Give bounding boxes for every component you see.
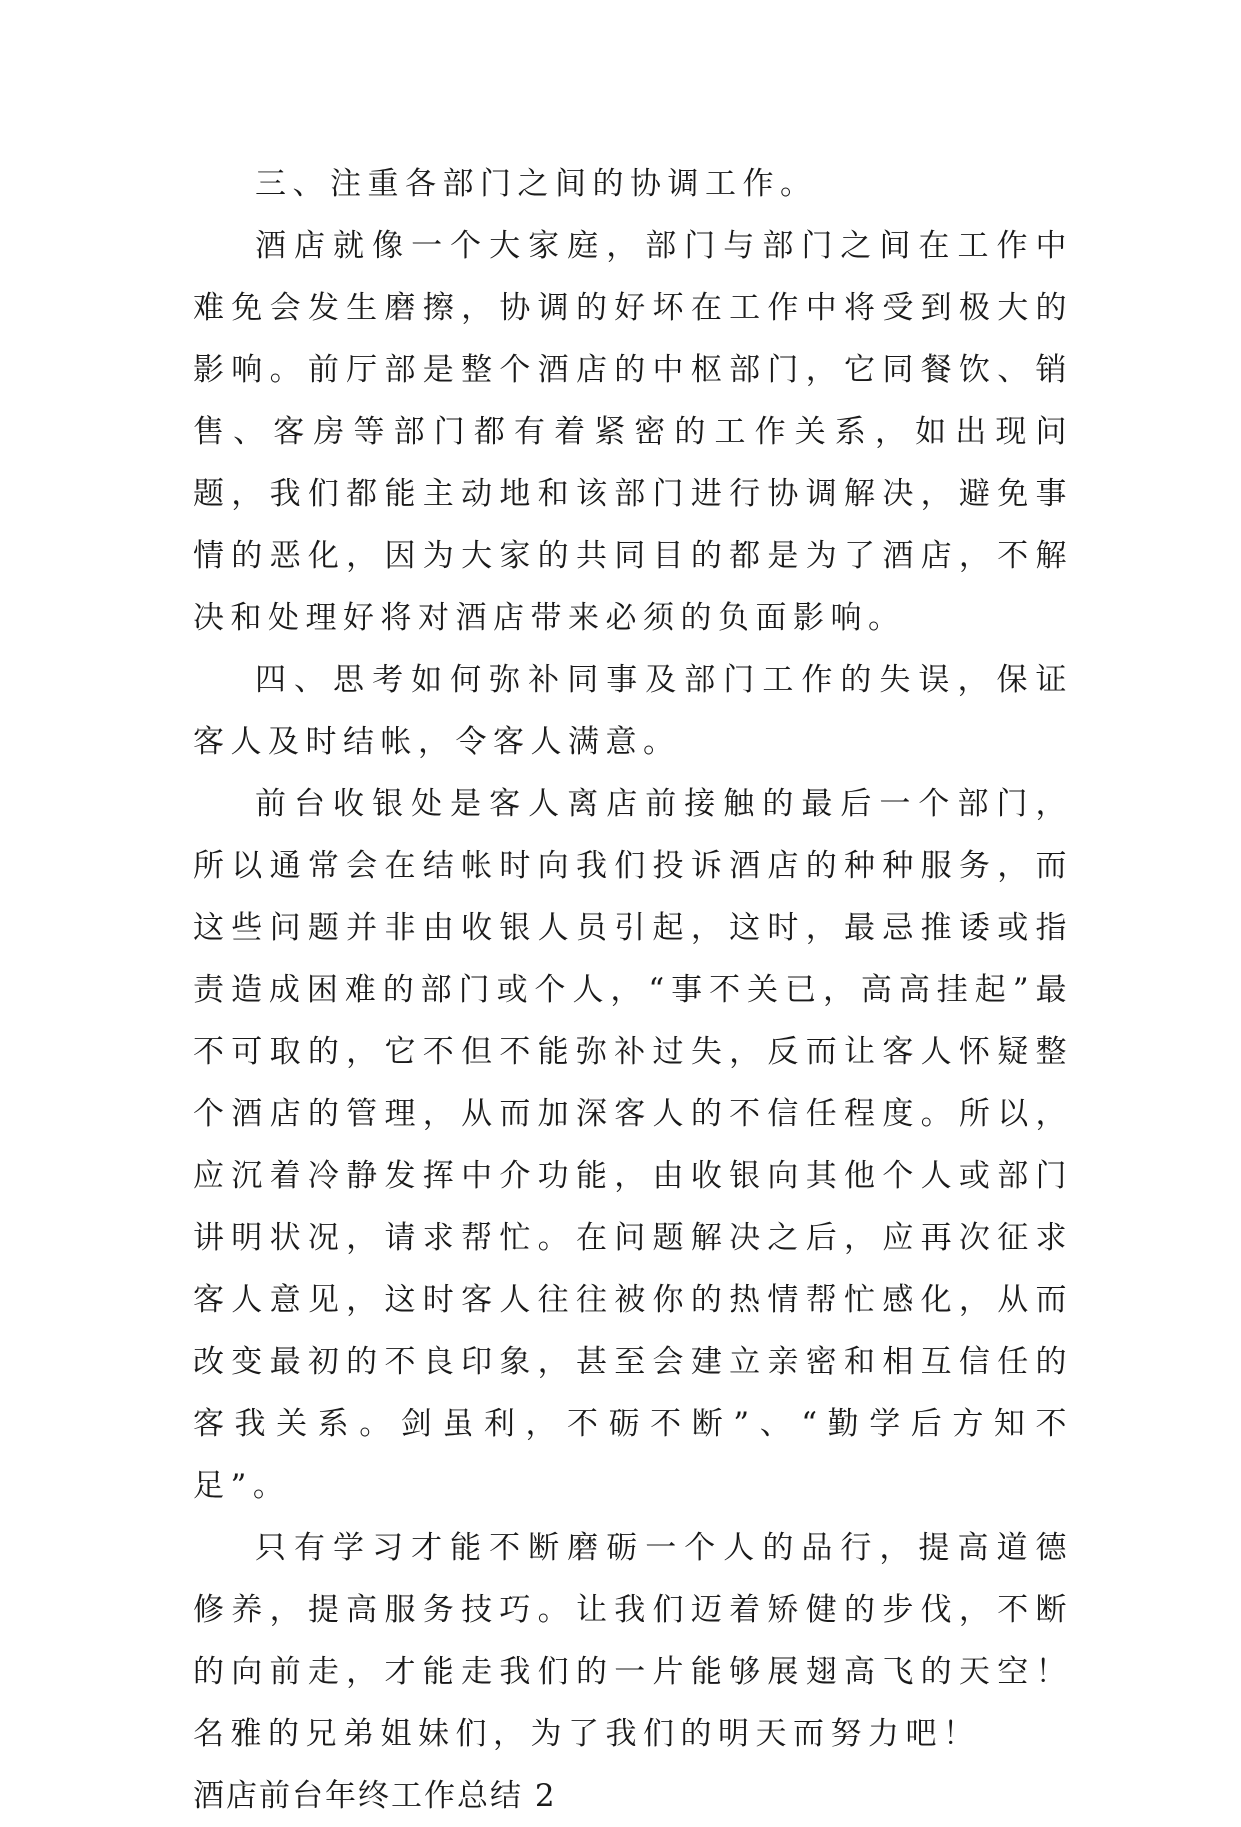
paragraph-section-three-heading: 三、注重各部门之间的协调工作。: [255, 166, 818, 202]
paragraph-coordination: 酒店就像一个大家庭，部门与部门之间在工作中难免会发生磨擦，协调的好坏在工作中将受到极大的影响。前厅部是整个酒店的中枢部门，它同餐饮、销售、客房等部门都有着紧密的工作关系，如出现问题，我们都能主动地和该部门进行协调解决，避免事情的恶化，因为大家的共同目的都是为了酒店，不解决和处理好将对酒店带来必须的负面影响。: [193, 228, 1073, 636]
document-body: [193, 153, 1073, 1827]
next-section-title: 酒店前台年终工作总结 2: [193, 1778, 557, 1814]
paragraph-section-four-heading: 四、思考如何弥补同事及部门工作的失误，保证客人及时结帐，令客人满意。: [193, 662, 1073, 760]
paragraph-learning: 只有学习才能不断磨砺一个人的品行，提高道德修养，提高服务技巧。让我们迈着矫健的步伐，不断的向前走，才能走我们的一片能够展翅高飞的天空！名雅的兄弟姐妹们，为了我们的明天而努力吧！: [193, 1530, 1073, 1752]
paragraph-cashier: 前台收银处是客人离店前接触的最后一个部门，所以通常会在结帐时向我们投诉酒店的种种服务，而这些问题并非由收银人员引起，这时，最忌推诿或指责造成困难的部门或个人，“事不关已，高高挂起”最不可取的，它不但不能弥补过失，反而让客人怀疑整个酒店的管理，从而加深客人的不信任程度。所以，应沉着冷静发挥中介功能，由收银向其他个人或部门讲明状况，请求帮忙。在问题解决之后，应再次征求客人意见，这时客人往往被你的热情帮忙感化，从而改变最初的不良印象，甚至会建立亲密和相互信任的客我关系。剑虽利，不砺不断”、“勤学后方知不足”。: [193, 786, 1073, 1504]
